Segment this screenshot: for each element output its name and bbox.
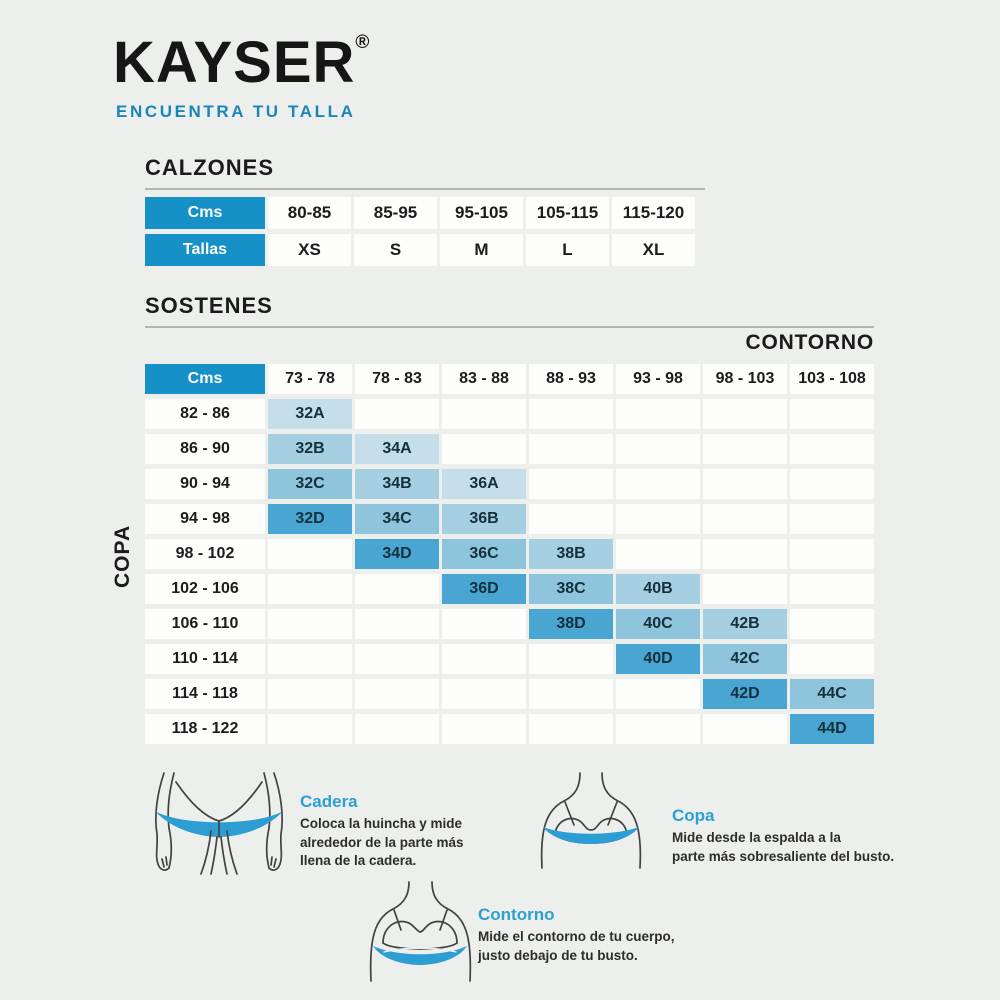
copa-range-label: 98 - 102 [145,539,265,569]
empty-cell [529,504,613,534]
calzones-talla-value: S [354,234,437,266]
empty-cell [529,469,613,499]
bra-size-cell: 42B [703,609,787,639]
sostenes-section-title: SOSTENES [145,293,273,318]
contorno-range-header: 98 - 103 [703,364,787,394]
empty-cell [790,644,874,674]
empty-cell [355,574,439,604]
bra-size-cell: 40B [616,574,700,604]
brand-tagline: ENCUENTRA TU TALLA [116,102,356,121]
cadera-legend-text [300,815,464,871]
empty-cell [442,679,526,709]
copa-range-label: 118 - 122 [145,714,265,744]
empty-cell [790,609,874,639]
empty-cell [355,679,439,709]
empty-cell [268,644,352,674]
copa-legend-line: parte más sobresaliente del busto. [672,848,895,864]
bra-size-cell: 34A [355,434,439,464]
empty-cell [790,574,874,604]
empty-cell [703,504,787,534]
bra-size-cell: 32D [268,504,352,534]
contorno-illustration [362,880,478,984]
contorno-legend-line: Mide el contorno de tu cuerpo, [478,929,675,944]
bra-size-cell: 40C [616,609,700,639]
calzones-talla-value: XS [268,234,351,266]
bra-size-cell: 32A [268,399,352,429]
calzones-talla-value: L [526,234,609,266]
sostenes-title-rule [145,326,874,328]
bra-size-cell: 34D [355,539,439,569]
cadera-legend-title: Cadera [300,792,358,811]
empty-cell [529,434,613,464]
empty-cell [790,539,874,569]
empty-cell [616,434,700,464]
empty-cell [442,644,526,674]
empty-cell [703,574,787,604]
bra-size-cell: 38B [529,539,613,569]
bra-size-cell: 36B [442,504,526,534]
empty-cell [529,714,613,744]
empty-cell [529,679,613,709]
copa-axis-label: COPA [111,524,134,588]
bra-size-cell: 42D [703,679,787,709]
copa-illustration [532,770,650,870]
calzones-cms-value: 85-95 [354,197,437,229]
cadera-legend-line: alrededor de la parte más [300,834,464,850]
copa-range-label: 114 - 118 [145,679,265,709]
bra-size-cell: 38C [529,574,613,604]
sostenes-size-matrix [145,364,874,744]
empty-cell [529,399,613,429]
calzones-size-table [145,197,695,266]
empty-cell [442,399,526,429]
bra-size-cell: 34B [355,469,439,499]
contorno-axis-label: CONTORNO [745,331,874,354]
calzones-cms-value: 95-105 [440,197,523,229]
bra-size-cell: 36A [442,469,526,499]
contorno-range-header: 93 - 98 [616,364,700,394]
calzones-talla-value: XL [612,234,695,266]
copa-range-label: 90 - 94 [145,469,265,499]
calzones-tallas-header: Tallas [145,234,265,266]
bra-size-cell: 44C [790,679,874,709]
empty-cell [268,679,352,709]
registered-trademark-symbol: ® [355,32,370,53]
calzones-cms-value: 105-115 [526,197,609,229]
calzones-section-title: CALZONES [145,155,274,180]
copa-range-label: 106 - 110 [145,609,265,639]
empty-cell [355,714,439,744]
empty-cell [268,574,352,604]
bra-size-cell: 40D [616,644,700,674]
empty-cell [616,504,700,534]
calzones-cms-value: 115-120 [612,197,695,229]
empty-cell [703,434,787,464]
contorno-range-header: 83 - 88 [442,364,526,394]
contorno-range-header: 103 - 108 [790,364,874,394]
empty-cell [442,714,526,744]
empty-cell [616,399,700,429]
empty-cell [268,714,352,744]
bra-size-cell: 36C [442,539,526,569]
calzones-cms-value: 80-85 [268,197,351,229]
copa-legend-text [672,829,894,866]
empty-cell [355,399,439,429]
bra-size-cell: 34C [355,504,439,534]
copa-legend-title: Copa [672,806,715,825]
empty-cell [616,679,700,709]
cadera-legend-line: llena de la cadera. [300,853,417,868]
empty-cell [703,399,787,429]
bra-size-cell: 42C [703,644,787,674]
cadera-legend-line: Coloca la huincha y mide [300,816,463,831]
contorno-range-header: 88 - 93 [529,364,613,394]
bra-size-cell: 44D [790,714,874,744]
copa-range-label: 102 - 106 [145,574,265,604]
empty-cell [703,539,787,569]
contorno-legend-title: Contorno [478,905,555,924]
empty-cell [442,434,526,464]
empty-cell [616,469,700,499]
copa-range-label: 94 - 98 [145,504,265,534]
empty-cell [616,539,700,569]
empty-cell [790,399,874,429]
empty-cell [790,434,874,464]
empty-cell [703,469,787,499]
contorno-range-header: 78 - 83 [355,364,439,394]
calzones-title-rule [145,188,705,190]
contorno-legend-text [478,928,675,965]
empty-cell [790,504,874,534]
calzones-talla-value: M [440,234,523,266]
cadera-illustration [138,770,300,876]
empty-cell [355,644,439,674]
empty-cell [616,714,700,744]
contorno-legend-line: justo debajo de tu busto. [478,947,638,963]
copa-range-label: 86 - 90 [145,434,265,464]
empty-cell [529,644,613,674]
contorno-range-header: 73 - 78 [268,364,352,394]
bra-size-cell: 38D [529,609,613,639]
bra-size-cell: 32C [268,469,352,499]
empty-cell [790,469,874,499]
brand-logo [113,30,370,95]
sostenes-cms-header: Cms [145,364,265,394]
copa-range-label: 82 - 86 [145,399,265,429]
calzones-cms-header: Cms [145,197,265,229]
empty-cell [703,714,787,744]
empty-cell [442,609,526,639]
empty-cell [355,609,439,639]
bra-size-cell: 32B [268,434,352,464]
copa-range-label: 110 - 114 [145,644,265,674]
empty-cell [268,539,352,569]
copa-legend-line: Mide desde la espalda a la [672,830,841,845]
brand-logo-text: KAYSER [113,30,356,95]
bra-size-cell: 36D [442,574,526,604]
empty-cell [268,609,352,639]
